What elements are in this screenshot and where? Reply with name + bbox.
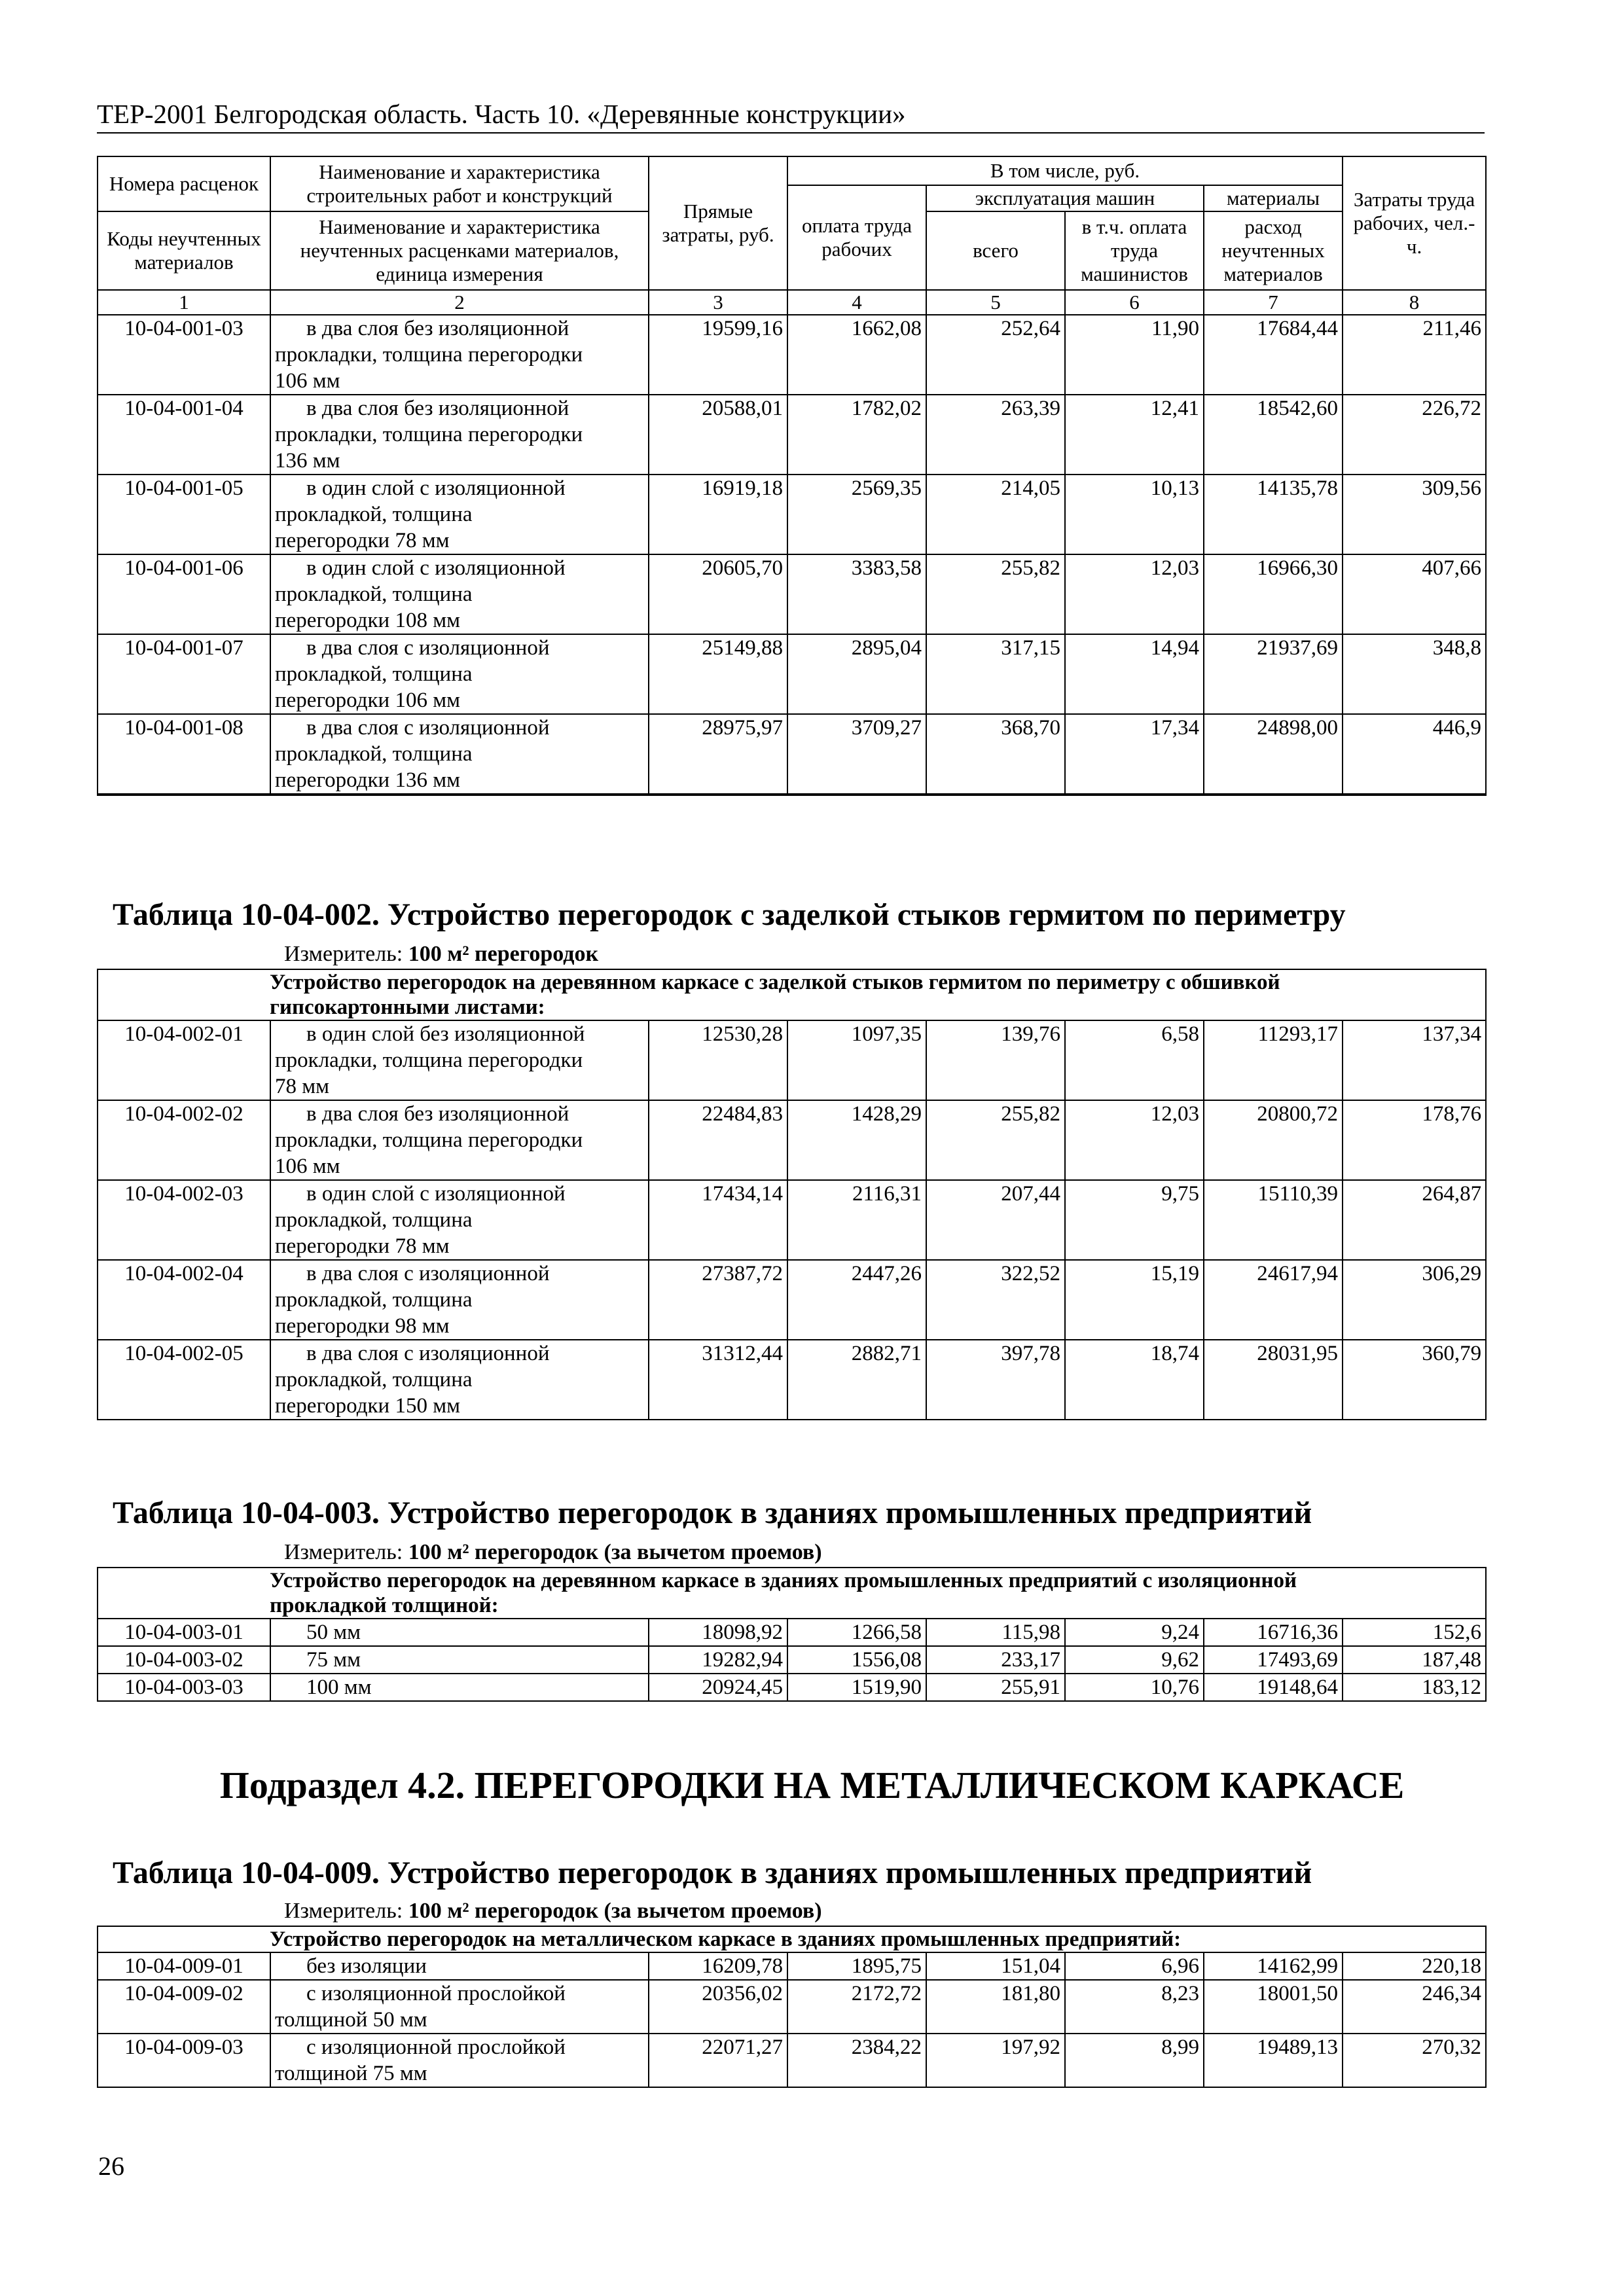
machines-total-cell: 263,39 [926,395,1065,475]
table-row [98,714,1486,794]
rate-code-cell: 10-04-009-01 [98,1952,270,1980]
description-cell [270,1674,649,1701]
col-num-3: 3 [649,290,787,315]
materials-cell: 16716,36 [1204,1619,1343,1646]
materials-cell: 15110,39 [1204,1180,1343,1260]
table-003-title: Таблица 10-04-003. Устройство перегородок в зданиях промышленных предприятий [113,1496,1312,1530]
description-line: перегородки 78 мм [275,529,450,552]
table-003-group-desc [98,1568,1486,1619]
labor-pay-cell: 1662,08 [787,315,926,395]
table-row [98,554,1486,634]
description-line: прокладки, толщина перегородки [275,343,583,367]
description-line: прокладкой, толщина [275,742,473,766]
description-line: в два слоя без изоляционной [306,397,569,420]
machinist-pay-cell: 11,90 [1065,315,1204,395]
description-line: в один слой с изоляционной [306,556,566,580]
materials-cell: 14162,99 [1204,1952,1343,1980]
machinist-pay-cell: 8,23 [1065,1980,1204,2034]
machines-total-cell: 139,76 [926,1020,1065,1100]
materials-cell: 24617,94 [1204,1260,1343,1340]
machines-total-cell: 255,82 [926,554,1065,634]
rate-code-cell: 10-04-001-08 [98,714,270,794]
labor-pay-cell: 2569,35 [787,475,926,554]
direct-cost-cell: 28975,97 [649,714,787,794]
description-line: перегородки 78 мм [275,1234,450,1258]
rates-table-001 [97,156,1487,796]
col-material-names-header: Наименование и характеристика неучтенных расценками материалов, единица измерения [270,211,649,290]
labor-hours-cell: 220,18 [1343,1952,1486,1980]
meter-label: Измеритель: [284,1540,403,1564]
labor-hours-cell: 407,66 [1343,554,1486,634]
labor-hours-cell: 348,8 [1343,634,1486,714]
labor-hours-cell: 187,48 [1343,1646,1486,1674]
rate-code-cell: 10-04-003-03 [98,1674,270,1701]
machinist-pay-cell: 12,03 [1065,1100,1204,1180]
col-num-8: 8 [1343,290,1486,315]
col-work-name-header: Наименование и характеристика строительных работ и конструкций [270,156,649,211]
group-line-2: прокладкой толщиной: [270,1594,499,1617]
table-row [98,1020,1486,1100]
col-machines-total-header: всего [926,211,1065,290]
labor-hours-cell: 360,79 [1343,1340,1486,1420]
column-numbers-row [98,290,1486,315]
description-line: 75 мм [306,1648,361,1672]
description-cell [270,1260,649,1340]
page-header: ТЕР-2001 Белгородская область. Часть 10. «Деревянные конструкции» [97,97,1485,134]
labor-pay-cell: 1097,35 [787,1020,926,1100]
description-line: с изоляционной прослойкой [306,1982,566,2005]
description-line: в два слоя с изоляционной [306,1342,550,1365]
machinist-pay-cell: 14,94 [1065,634,1204,714]
labor-pay-cell: 2882,71 [787,1340,926,1420]
rate-code-cell: 10-04-003-01 [98,1619,270,1646]
machines-total-cell: 255,82 [926,1100,1065,1180]
col-rate-number-header: Номера расценок [98,156,270,211]
description-line: перегородки 150 мм [275,1394,460,1418]
description-line: прокладкой, толщина [275,1368,473,1391]
direct-cost-cell: 12530,28 [649,1020,787,1100]
description-cell [270,315,649,395]
description-line: прокладкой, толщина [275,503,473,526]
machines-total-cell: 397,78 [926,1340,1065,1420]
machinist-pay-cell: 10,76 [1065,1674,1204,1701]
description-cell [270,395,649,475]
direct-cost-cell: 19282,94 [649,1646,787,1674]
table-row [98,315,1486,395]
materials-cell: 14135,78 [1204,475,1343,554]
description-line: 100 мм [306,1676,372,1699]
group-line-1: Устройство перегородок на металлическом каркасе в зданиях промышленных предприятий: [270,1928,1182,1951]
table-row [98,1619,1486,1646]
table-row [98,2034,1486,2087]
meter-value: 100 м² перегородок (за вычетом проемов) [408,1540,822,1564]
table-row [98,1646,1486,1674]
machines-total-cell: 317,15 [926,634,1065,714]
table-009-group-desc [98,1926,1486,1952]
machines-total-cell: 207,44 [926,1180,1065,1260]
col-unaccounted-materials-header: расход неучтенных материалов [1204,211,1343,290]
group-line-2: гипсокартонными листами: [270,996,545,1019]
machines-total-cell: 151,04 [926,1952,1065,1980]
col-labor-pay-header: оплата труда рабочих [787,185,926,290]
description-cell [270,1340,649,1420]
rate-code-cell: 10-04-002-01 [98,1020,270,1100]
meter-value: 100 м² перегородок [408,942,599,966]
machinist-pay-cell: 12,03 [1065,554,1204,634]
meter-label: Измеритель: [284,1899,403,1923]
labor-hours-cell: 211,46 [1343,315,1486,395]
machinist-pay-cell: 9,75 [1065,1180,1204,1260]
table-009-meter [284,1897,822,1926]
description-cell [270,1180,649,1260]
table-row [98,634,1486,714]
labor-pay-cell: 1895,75 [787,1952,926,1980]
rate-code-cell: 10-04-009-03 [98,2034,270,2087]
direct-cost-cell: 20356,02 [649,1980,787,2034]
description-line: в два слоя с изоляционной [306,636,550,660]
machines-total-cell: 368,70 [926,714,1065,794]
description-line: 106 мм [275,1155,340,1178]
description-line: прокладкой, толщина [275,1208,473,1232]
description-cell [270,1619,649,1646]
col-num-4: 4 [787,290,926,315]
labor-hours-cell: 446,9 [1343,714,1486,794]
machinist-pay-cell: 15,19 [1065,1260,1204,1340]
meter-value: 100 м² перегородок (за вычетом проемов) [408,1899,822,1923]
direct-cost-cell: 22484,83 [649,1100,787,1180]
materials-cell: 28031,95 [1204,1340,1343,1420]
col-num-1: 1 [98,290,270,315]
description-line: в два слоя без изоляционной [306,317,569,340]
rate-code-cell: 10-04-002-02 [98,1100,270,1180]
col-machinist-pay-header: в т.ч. оплата труда машинистов [1065,211,1204,290]
col-materials-header: материалы [1204,185,1343,211]
description-line: 78 мм [275,1075,330,1098]
machinist-pay-cell: 9,24 [1065,1619,1204,1646]
description-line: прокладки, толщина перегородки [275,423,583,446]
machines-total-cell: 214,05 [926,475,1065,554]
machinist-pay-cell: 17,34 [1065,714,1204,794]
group-line-1: Устройство перегородок на деревянном каркасе в зданиях промышленных предприятий с изоляционной [270,1569,1297,1592]
description-line: прокладкой, толщина [275,662,473,686]
materials-cell: 17493,69 [1204,1646,1343,1674]
materials-cell: 18001,50 [1204,1980,1343,2034]
direct-cost-cell: 18098,92 [649,1619,787,1646]
labor-pay-cell: 1556,08 [787,1646,926,1674]
machinist-pay-cell: 12,41 [1065,395,1204,475]
description-line: перегородки 98 мм [275,1314,450,1338]
meter-label: Измеритель: [284,942,403,966]
table-row [98,475,1486,554]
labor-hours-cell: 270,32 [1343,2034,1486,2087]
rate-code-cell: 10-04-002-04 [98,1260,270,1340]
description-line: перегородки 108 мм [275,609,460,632]
description-line: без изоляции [306,1954,427,1978]
table-003-meter [284,1538,822,1567]
col-labor-hours-header: Затраты труда рабочих, чел.-ч. [1343,156,1486,290]
rates-table-002 [97,969,1487,1420]
col-material-codes-header: Коды неучтенных материалов [98,211,270,290]
materials-cell: 21937,69 [1204,634,1343,714]
labor-hours-cell: 178,76 [1343,1100,1486,1180]
direct-cost-cell: 20588,01 [649,395,787,475]
table-row [98,395,1486,475]
labor-pay-cell: 1428,29 [787,1100,926,1180]
direct-cost-cell: 19599,16 [649,315,787,395]
table-row [98,1180,1486,1260]
labor-pay-cell: 1782,02 [787,395,926,475]
rate-code-cell: 10-04-002-03 [98,1180,270,1260]
labor-pay-cell: 3709,27 [787,714,926,794]
description-line: прокладки, толщина перегородки [275,1049,583,1072]
col-num-6: 6 [1065,290,1204,315]
labor-pay-cell: 2384,22 [787,2034,926,2087]
table-row [98,1952,1486,1980]
direct-cost-cell: 31312,44 [649,1340,787,1420]
description-line: 106 мм [275,369,340,393]
description-line: в два слоя с изоляционной [306,716,550,740]
col-num-7: 7 [1204,290,1343,315]
direct-cost-cell: 20924,45 [649,1674,787,1701]
rate-code-cell: 10-04-001-06 [98,554,270,634]
labor-hours-cell: 183,12 [1343,1674,1486,1701]
rates-table-009 [97,1926,1487,2088]
table-009-title: Таблица 10-04-009. Устройство перегородок в зданиях промышленных предприятий [113,1856,1312,1890]
description-cell [270,634,649,714]
materials-cell: 16966,30 [1204,554,1343,634]
col-num-5: 5 [926,290,1065,315]
rate-code-cell: 10-04-003-02 [98,1646,270,1674]
col-num-2: 2 [270,290,649,315]
table-002-title: Таблица 10-04-002. Устройство перегородок с заделкой стыков гермитом по периметру [113,897,1346,932]
description-line: в один слой с изоляционной [306,1182,566,1206]
rate-code-cell: 10-04-001-07 [98,634,270,714]
group-line-1: Устройство перегородок на деревянном каркасе с заделкой стыков гермитом по периметру с обшивкой [270,971,1280,994]
description-cell [270,1100,649,1180]
labor-pay-cell: 2116,31 [787,1180,926,1260]
materials-cell: 24898,00 [1204,714,1343,794]
labor-pay-cell: 2172,72 [787,1980,926,2034]
description-line: в один слой с изоляционной [306,476,566,500]
description-cell [270,714,649,794]
labor-hours-cell: 137,34 [1343,1020,1486,1100]
description-line: толщиной 50 мм [275,2008,427,2032]
materials-cell: 11293,17 [1204,1020,1343,1100]
labor-hours-cell: 246,34 [1343,1980,1486,2034]
description-cell [270,1020,649,1100]
labor-pay-cell: 1519,90 [787,1674,926,1701]
description-line: прокладки, толщина перегородки [275,1128,583,1152]
materials-cell: 19148,64 [1204,1674,1343,1701]
description-line: перегородки 106 мм [275,689,460,712]
machinist-pay-cell: 10,13 [1065,475,1204,554]
materials-cell: 18542,60 [1204,395,1343,475]
direct-cost-cell: 22071,27 [649,2034,787,2087]
table-002-group-desc [98,969,1486,1020]
table-row [98,1674,1486,1701]
labor-pay-cell: 2895,04 [787,634,926,714]
machines-total-cell: 181,80 [926,1980,1065,2034]
labor-pay-cell: 3383,58 [787,554,926,634]
direct-cost-cell: 27387,72 [649,1260,787,1340]
machinist-pay-cell: 18,74 [1065,1340,1204,1420]
labor-hours-cell: 306,29 [1343,1260,1486,1340]
description-line: толщиной 75 мм [275,2062,427,2085]
col-machines-header: эксплуатация машин [926,185,1204,211]
direct-cost-cell: 16919,18 [649,475,787,554]
description-line: в два слоя без изоляционной [306,1102,569,1126]
rate-code-cell: 10-04-001-05 [98,475,270,554]
description-cell [270,1646,649,1674]
description-cell [270,2034,649,2087]
col-direct-cost-header: Прямые затраты, руб. [649,156,787,290]
description-line: прокладкой, толщина [275,1288,473,1312]
materials-cell: 17684,44 [1204,315,1343,395]
machines-total-cell: 252,64 [926,315,1065,395]
machinist-pay-cell: 9,62 [1065,1646,1204,1674]
machines-total-cell: 255,91 [926,1674,1065,1701]
description-line: с изоляционной прослойкой [306,2036,566,2059]
subsection-title: Подраздел 4.2. ПЕРЕГОРОДКИ НА МЕТАЛЛИЧЕСКОМ КАРКАСЕ [219,1764,1405,1806]
rate-code-cell: 10-04-001-03 [98,315,270,395]
description-line: перегородки 136 мм [275,768,460,792]
rates-table-003 [97,1567,1487,1702]
direct-cost-cell: 20605,70 [649,554,787,634]
labor-hours-cell: 264,87 [1343,1180,1486,1260]
machines-total-cell: 115,98 [926,1619,1065,1646]
materials-cell: 20800,72 [1204,1100,1343,1180]
labor-hours-cell: 226,72 [1343,395,1486,475]
direct-cost-cell: 25149,88 [649,634,787,714]
labor-hours-cell: 309,56 [1343,475,1486,554]
description-line: 50 мм [306,1621,361,1644]
labor-hours-cell: 152,6 [1343,1619,1486,1646]
description-cell [270,475,649,554]
machines-total-cell: 197,92 [926,2034,1065,2087]
description-cell [270,1980,649,2034]
description-line: в два слоя с изоляционной [306,1262,550,1285]
description-line: в один слой без изоляционной [306,1022,585,1046]
rate-code-cell: 10-04-001-04 [98,395,270,475]
labor-pay-cell: 1266,58 [787,1619,926,1646]
description-line: прокладкой, толщина [275,583,473,606]
table-row [98,1340,1486,1420]
description-cell [270,554,649,634]
machines-total-cell: 233,17 [926,1646,1065,1674]
labor-pay-cell: 2447,26 [787,1260,926,1340]
description-cell [270,1952,649,1980]
machinist-pay-cell: 6,96 [1065,1952,1204,1980]
table-row [98,1100,1486,1180]
col-including-header: В том числе, руб. [787,156,1343,185]
description-line: 136 мм [275,449,340,473]
table-row [98,1260,1486,1340]
machinist-pay-cell: 8,99 [1065,2034,1204,2087]
rate-code-cell: 10-04-009-02 [98,1980,270,2034]
machinist-pay-cell: 6,58 [1065,1020,1204,1100]
materials-cell: 19489,13 [1204,2034,1343,2087]
rate-code-cell: 10-04-002-05 [98,1340,270,1420]
table-002-meter [284,940,598,969]
direct-cost-cell: 16209,78 [649,1952,787,1980]
table-row [98,1980,1486,2034]
machines-total-cell: 322,52 [926,1260,1065,1340]
page-number: 26 [98,2151,124,2181]
direct-cost-cell: 17434,14 [649,1180,787,1260]
